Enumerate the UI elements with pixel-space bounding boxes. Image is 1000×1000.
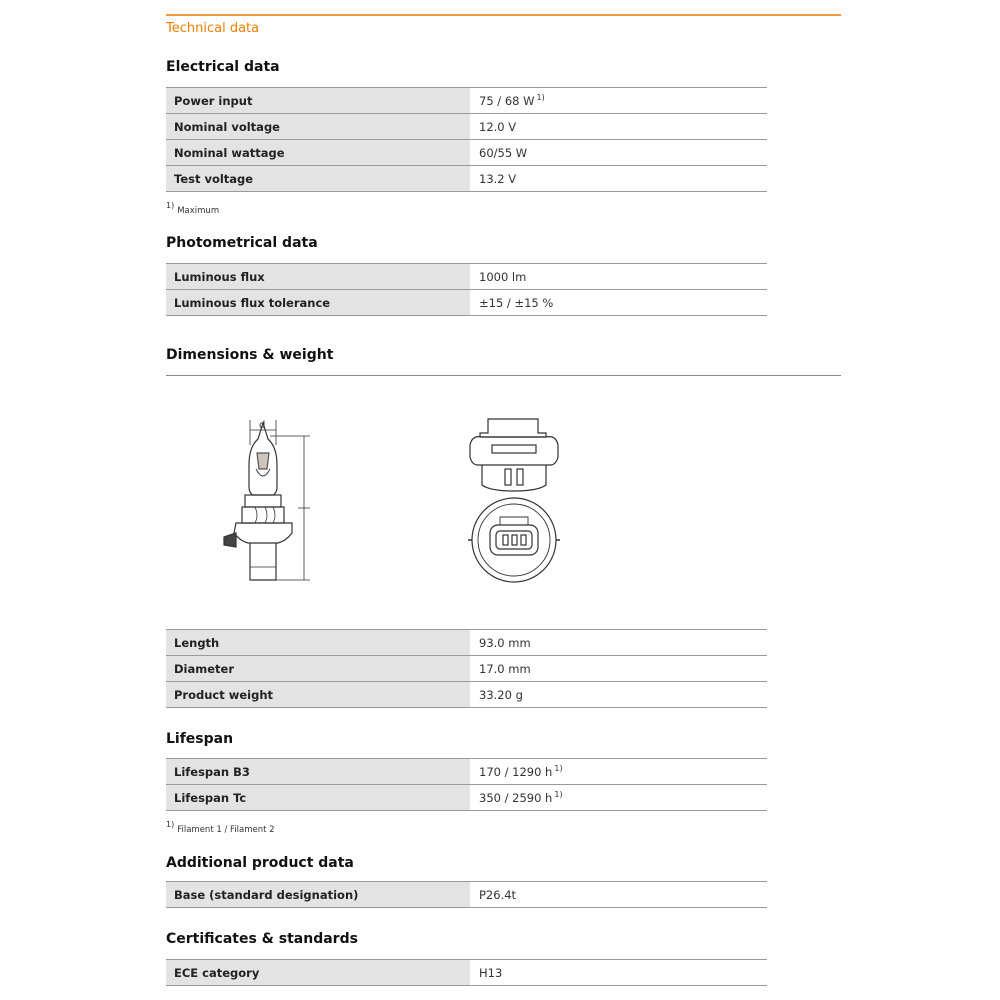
footnote-text: Maximum: [177, 206, 220, 216]
table-row: [166, 290, 767, 316]
dimensions-section-title: Dimensions & weight: [166, 347, 334, 363]
lifespan-table: [166, 758, 767, 811]
header-rule: [166, 14, 841, 16]
electrical-section-title: Electrical data: [166, 59, 280, 75]
row-value: 170 / 1290 h: [479, 765, 553, 779]
row-value: 93.0 mm: [470, 630, 767, 656]
row-label: Lifespan Tc: [166, 785, 470, 811]
row-value: 1000 lm: [470, 264, 767, 290]
row-value-cell: [470, 759, 767, 785]
table-row: [166, 166, 767, 192]
dimension-label-d: d: [259, 420, 266, 431]
footnote-marker: 1): [536, 93, 545, 102]
footnote-mark: 1): [166, 201, 175, 210]
row-value: P26.4t: [470, 882, 767, 908]
footnote-marker: 1): [554, 790, 563, 799]
row-value: 75 / 68 W: [479, 94, 535, 108]
table-row: [166, 882, 767, 908]
row-label: Test voltage: [166, 166, 470, 192]
additional-section-title: Additional product data: [166, 855, 354, 871]
table-row: [166, 759, 767, 785]
certificates-table: [166, 959, 767, 986]
table-row: [166, 114, 767, 140]
footnote-text: Filament 1 / Filament 2: [177, 825, 275, 835]
row-value: ±15 / ±15 %: [470, 290, 767, 316]
row-value: 12.0 V: [470, 114, 767, 140]
row-label: Nominal wattage: [166, 140, 470, 166]
bulb-drawing: [200, 405, 620, 594]
row-value: 13.2 V: [470, 166, 767, 192]
row-value: 350 / 2590 h: [479, 791, 553, 805]
row-label: Lifespan B3: [166, 759, 470, 785]
bulb-technical-drawing: [200, 405, 620, 590]
photometrical-section-title: Photometrical data: [166, 235, 318, 251]
dimensions-rule: [166, 375, 841, 376]
page-title: Technical data: [166, 21, 260, 36]
electrical-footnote: [166, 201, 219, 216]
row-label: Luminous flux tolerance: [166, 290, 470, 316]
lifespan-section-title: Lifespan: [166, 731, 234, 747]
row-value-cell: [470, 88, 767, 114]
dimensions-table: [166, 629, 767, 708]
table-row: [166, 88, 767, 114]
row-value: 33.20 g: [470, 682, 767, 708]
row-label: Length: [166, 630, 470, 656]
table-row: [166, 630, 767, 656]
row-label: Base (standard designation): [166, 882, 470, 908]
photometrical-table: [166, 263, 767, 316]
row-label: ECE category: [166, 960, 470, 986]
row-value: H13: [470, 960, 767, 986]
row-label: Diameter: [166, 656, 470, 682]
table-row: [166, 960, 767, 986]
footnote-marker: 1): [554, 764, 563, 773]
row-label: Power input: [166, 88, 470, 114]
row-value: 17.0 mm: [470, 656, 767, 682]
table-row: [166, 785, 767, 811]
table-row: [166, 656, 767, 682]
electrical-table: [166, 87, 767, 192]
table-row: [166, 264, 767, 290]
table-row: [166, 140, 767, 166]
additional-table: [166, 881, 767, 908]
row-value-cell: [470, 785, 767, 811]
certificates-section-title: Certificates & standards: [166, 931, 358, 947]
table-row: [166, 682, 767, 708]
row-value: 60/55 W: [470, 140, 767, 166]
row-label: Luminous flux: [166, 264, 470, 290]
row-label: Nominal voltage: [166, 114, 470, 140]
footnote-mark: 1): [166, 820, 175, 829]
row-label: Product weight: [166, 682, 470, 708]
lifespan-footnote: [166, 820, 275, 835]
